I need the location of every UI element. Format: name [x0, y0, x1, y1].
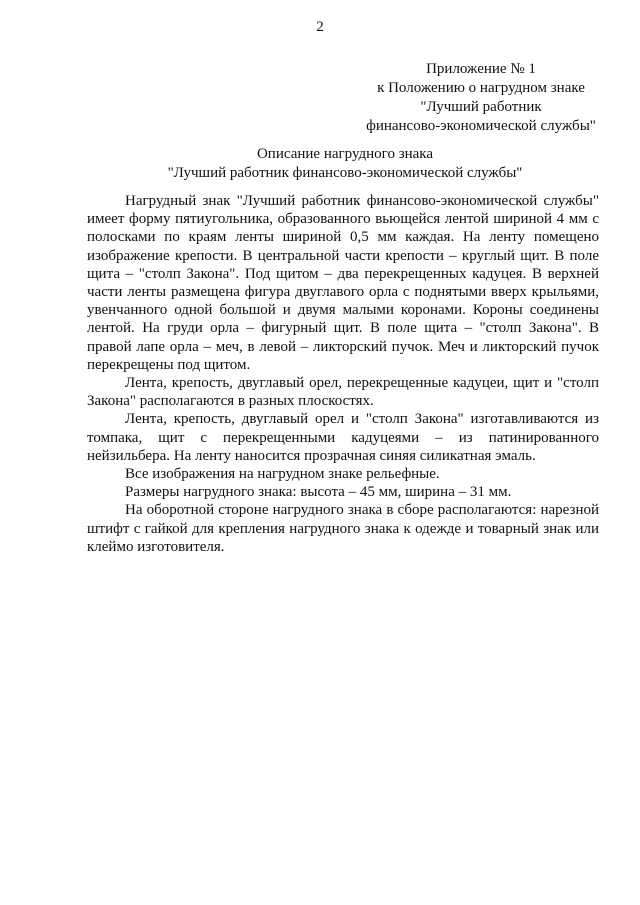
- title-line: "Лучший работник финансово-экономической службы": [167, 165, 523, 181]
- paragraph: Все изображения на нагрудном знаке рельефные.: [125, 466, 440, 483]
- title-line: Описание нагрудного знака: [256, 146, 434, 162]
- appendix-line: "Лучший работник: [420, 99, 542, 115]
- paragraph: Лента, крепость, двуглавый орел, перекрещенные кадуцеи, щит и "столп Закона" располагаются в разных плоскостях.: [87, 375, 599, 410]
- appendix-line: Приложение № 1: [426, 61, 536, 77]
- document-title: [0, 145, 640, 183]
- appendix-header: [340, 60, 622, 136]
- appendix-line: финансово-экономической службы": [366, 118, 596, 134]
- paragraph: Нагрудный знак "Лучший работник финансово-экономической службы" имеет форму пятиугольника, образованного вьющейся лентой шириной 4 мм с полосками по краям ленты шириной 0,5 мм каждая. На ленту помещено изображение крепости. В центральной части крепости – круглый щит. В поле щита – "столп Закона". Под щитом – два перекрещенных кадуцея. В верхней части ленты размещена фигура двуглавого орла с поднятыми вверх крыльями, увенчанного одной большой и двумя малыми коронами. Короны соединены лентой. На груди орла – фигурный щит. В поле щита – "столп Закона". В правой лапе орла – меч, в левой – ликторский пучок. Меч и ликторский пучок перекрещены под щитом.: [87, 193, 599, 373]
- page-number: 2: [316, 19, 324, 35]
- document-body: [87, 192, 599, 556]
- paragraph: На оборотной стороне нагрудного знака в сборе располагаются: нарезной штифт с гайкой для крепления нагрудного знака к одежде и товарный знак или клеймо изготовителя.: [87, 502, 599, 555]
- paragraph: Размеры нагрудного знака: высота – 45 мм, ширина – 31 мм.: [125, 484, 512, 501]
- appendix-line: к Положению о нагрудном знаке: [377, 80, 585, 96]
- paragraph: Лента, крепость, двуглавый орел и "столп Закона" изготавливаются из томпака, щит с перекрещенными кадуцеями – из патинированного нейзильбера. На ленту наносится прозрачная синяя силикатная эмаль.: [87, 411, 599, 464]
